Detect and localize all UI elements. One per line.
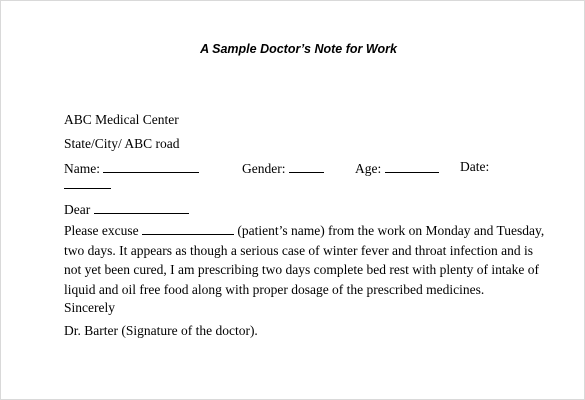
salutation-line	[64, 200, 189, 218]
note-body	[64, 221, 545, 299]
body-line-1	[64, 221, 545, 241]
document-title: A Sample Doctor’s Note for Work	[200, 42, 397, 56]
date-blank	[64, 175, 111, 189]
age-label: Age:	[355, 161, 382, 176]
gender-field	[242, 159, 324, 177]
recipient-blank	[94, 200, 189, 214]
age-blank	[385, 159, 439, 173]
patient-name-blank	[142, 221, 234, 235]
date-blank-row	[64, 175, 111, 193]
body-line-2: two days. It appears as though a serious case of winter fever and throat infection and is	[64, 242, 533, 258]
closing: Sincerely	[64, 300, 115, 315]
body-line-1-suffix: (patient’s name) from the work on Monday and Tuesday,	[237, 223, 545, 238]
name-blank	[103, 159, 199, 173]
clinic-address: State/City/ ABC road	[64, 136, 180, 151]
salutation: Dear	[64, 202, 91, 217]
clinic-name: ABC Medical Center	[64, 112, 179, 127]
signature: Dr. Barter (Signature of the doctor).	[64, 323, 258, 338]
gender-blank	[289, 159, 324, 173]
body-line-4: liquid and oil free food along with proper dosage of the prescribed medicines.	[64, 281, 485, 297]
date-label: Date:	[460, 159, 490, 174]
date-field	[460, 159, 489, 175]
body-line-1-prefix: Please excuse	[64, 223, 139, 238]
body-line-3: not yet been cured, I am prescribing two days complete bed rest with plenty of intake of	[64, 262, 539, 277]
age-field	[355, 159, 439, 177]
name-label: Name:	[64, 161, 100, 176]
gender-label: Gender:	[242, 161, 286, 176]
